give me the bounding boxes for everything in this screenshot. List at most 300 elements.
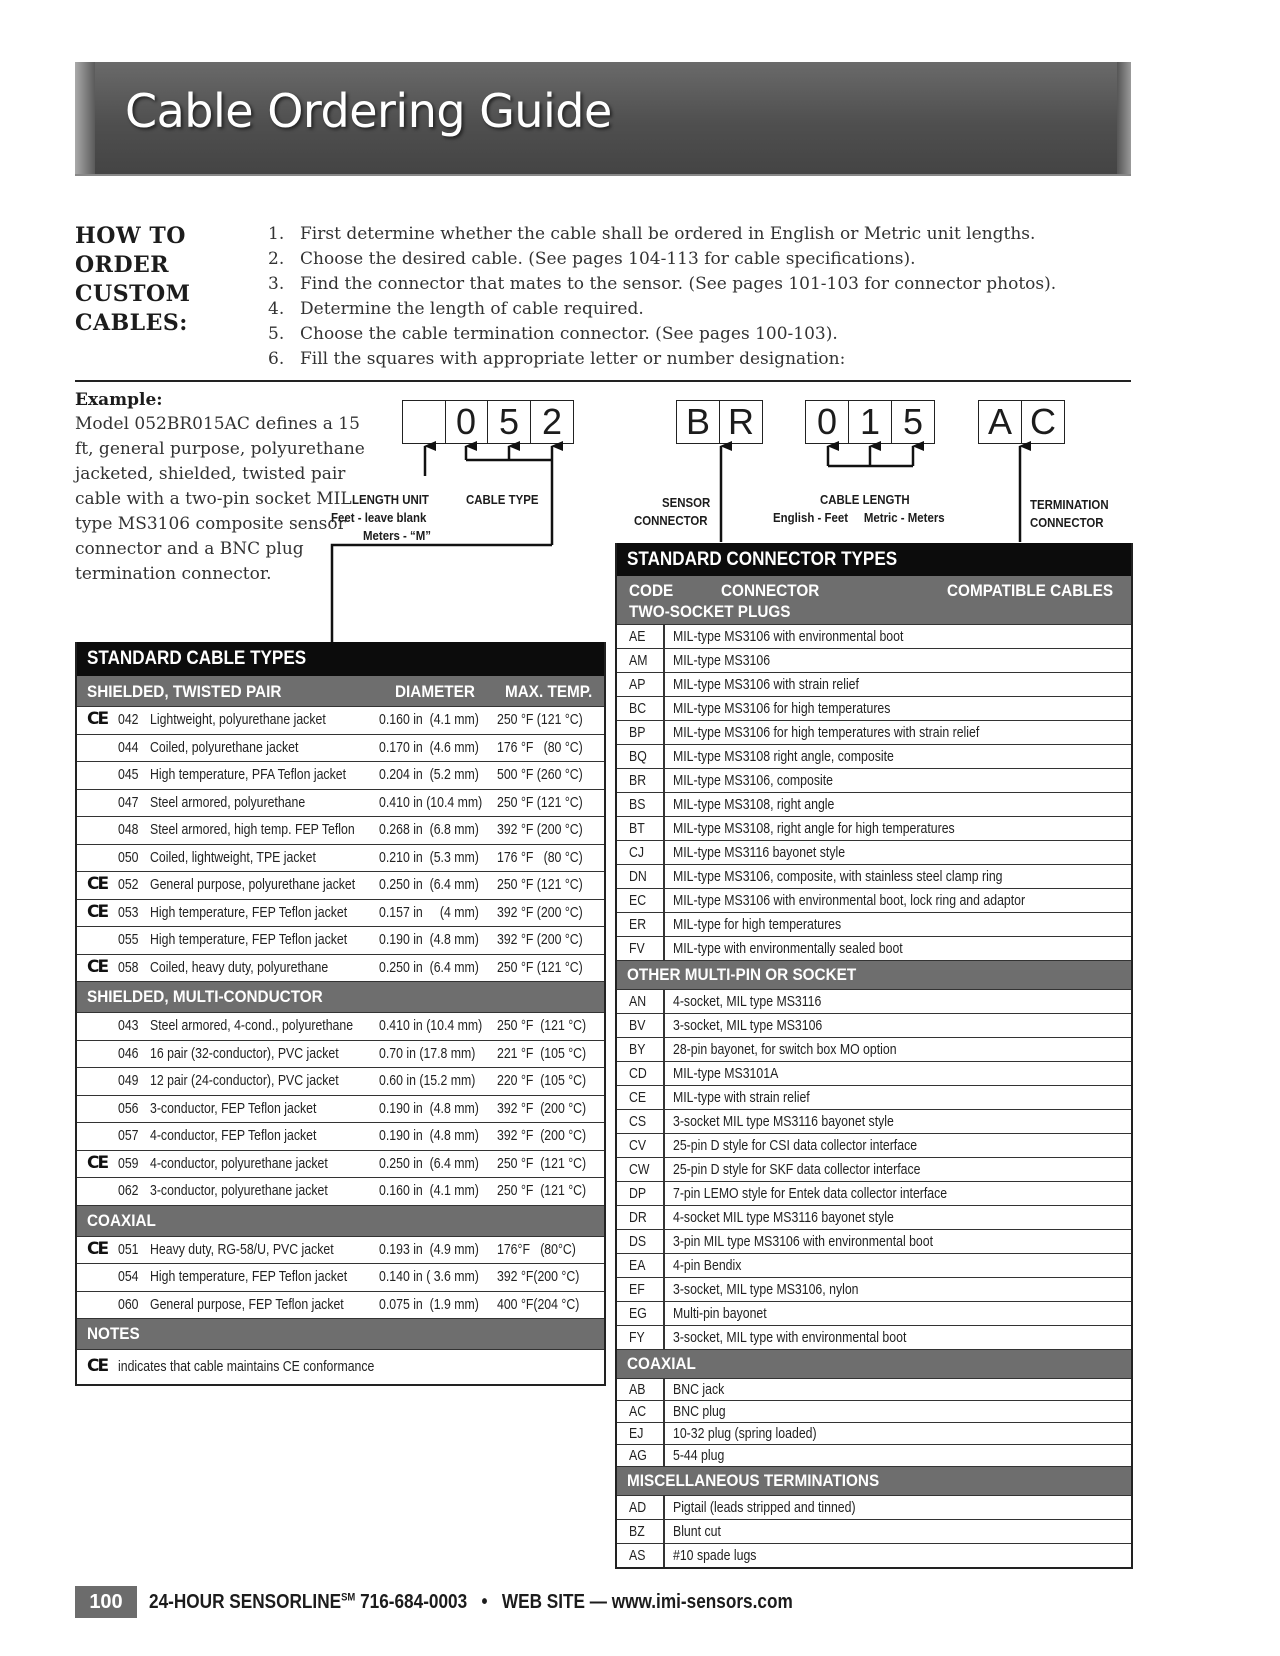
cable-max-temp: 176 °F (80 °C) bbox=[497, 738, 583, 756]
cable-max-temp: 176 °F (80 °C) bbox=[497, 848, 583, 866]
connector-code: FY bbox=[629, 1328, 645, 1346]
column-divider bbox=[663, 1038, 665, 1061]
cable-max-temp: 500 °F (260 °C) bbox=[497, 766, 583, 783]
connector-section-title bbox=[617, 1466, 1131, 1495]
cable-code: 057 bbox=[118, 1127, 139, 1144]
connector-row bbox=[617, 1229, 1131, 1253]
column-divider bbox=[663, 625, 665, 648]
connector-code: CV bbox=[629, 1136, 647, 1154]
cable-row bbox=[77, 789, 604, 817]
cable-code: 055 bbox=[118, 931, 139, 948]
cable-description: Coiled, heavy duty, polyurethane bbox=[150, 958, 329, 976]
cable-diameter: 0.075 in (1.9 mm) bbox=[379, 1295, 479, 1313]
column-divider bbox=[663, 865, 665, 888]
column-divider bbox=[663, 889, 665, 912]
cable-max-temp: 392 °F (200 °C) bbox=[497, 903, 583, 921]
column-divider bbox=[663, 1158, 665, 1181]
header-code: CODE bbox=[629, 581, 674, 600]
cable-row bbox=[77, 1122, 604, 1150]
column-divider bbox=[663, 721, 665, 744]
cable-row bbox=[77, 1177, 604, 1205]
howto-heading-line: HOW TO bbox=[75, 223, 186, 249]
connector-code: EC bbox=[629, 891, 647, 909]
column-divider bbox=[663, 1520, 665, 1543]
connector-description: MIL-type MS3106, composite, with stainless steel clamp ring bbox=[673, 867, 1003, 885]
cable-diameter: 0.190 in (4.8 mm) bbox=[379, 1127, 479, 1144]
cable-row bbox=[77, 1067, 604, 1095]
connector-row bbox=[617, 672, 1131, 696]
connector-row bbox=[617, 816, 1131, 840]
cable-description: Coiled, lightweight, TPE jacket bbox=[150, 848, 316, 866]
column-divider bbox=[663, 1086, 665, 1109]
cable-diameter: 0.70 in (17.8 mm) bbox=[379, 1044, 476, 1062]
note-text: indicates that cable maintains CE conformance bbox=[118, 1358, 375, 1375]
standard-cable-types-table bbox=[75, 642, 606, 1386]
cable-code: 044 bbox=[118, 738, 139, 756]
cable-diameter: 0.204 in (5.2 mm) bbox=[379, 766, 479, 783]
cable-max-temp: 221 °F (105 °C) bbox=[497, 1044, 587, 1062]
connector-row bbox=[617, 1205, 1131, 1229]
step-text: Choose the cable termination connector. (See pages 100-103). bbox=[300, 324, 838, 344]
column-divider bbox=[663, 990, 665, 1013]
footer-sm-mark: SM bbox=[341, 1591, 356, 1604]
connector-description: MIL-type MS3106 for high temperatures with strain relief bbox=[673, 723, 980, 741]
step-text: First determine whether the cable shall be ordered in English or Metric unit lengths. bbox=[300, 224, 1036, 244]
cable-diameter: 0.160 in (4.1 mm) bbox=[379, 1182, 479, 1199]
connector-row bbox=[617, 744, 1131, 768]
howto-heading-line: ORDER bbox=[75, 252, 170, 278]
connector-description: MIL-type MS3116 bayonet style bbox=[673, 843, 846, 861]
cable-row bbox=[77, 706, 604, 734]
column-divider bbox=[663, 745, 665, 768]
connector-code: CS bbox=[629, 1112, 647, 1130]
cable-type-digit: 2 bbox=[530, 401, 573, 443]
termination-digit: C bbox=[1021, 401, 1064, 443]
ce-mark-icon: CE bbox=[87, 1356, 108, 1376]
page-title: Cable Ordering Guide bbox=[125, 84, 612, 138]
connector-row bbox=[617, 1157, 1131, 1181]
cable-code: 048 bbox=[118, 821, 139, 838]
section-two-socket-plugs: TWO-SOCKET PLUGS bbox=[629, 602, 791, 621]
connector-row bbox=[617, 720, 1131, 744]
cable-row bbox=[77, 1291, 604, 1319]
cable-diameter: 0.410 in (10.4 mm) bbox=[379, 793, 483, 811]
connector-row bbox=[617, 864, 1131, 888]
cable-table-title-text: STANDARD CABLE TYPES bbox=[87, 648, 307, 669]
sensor-connector-digit: R bbox=[719, 401, 762, 443]
connector-description: MIL-type MS3106 with strain relief bbox=[673, 675, 859, 693]
connector-code: BC bbox=[629, 699, 647, 717]
cable-row bbox=[77, 1012, 604, 1040]
connector-description: MIL-type MS3106 for high temperatures bbox=[673, 699, 891, 717]
cable-code: 052 bbox=[118, 876, 139, 893]
cable-row bbox=[77, 1236, 604, 1264]
cable-description: Coiled, polyurethane jacket bbox=[150, 738, 299, 756]
cable-code: 062 bbox=[118, 1182, 139, 1199]
connector-code: BY bbox=[629, 1040, 646, 1058]
connector-description: 25-pin D style for CSI data collector interface bbox=[673, 1136, 918, 1154]
cable-length-digit: 0 bbox=[816, 401, 838, 442]
header-diameter: DIAMETER bbox=[395, 682, 475, 701]
cable-code: 046 bbox=[118, 1044, 139, 1062]
step-number: 3. bbox=[268, 274, 285, 294]
cable-max-temp: 392 °F (200 °C) bbox=[497, 1099, 587, 1117]
cable-code: 054 bbox=[118, 1268, 139, 1285]
cable-description: Steel armored, 4-cond., polyurethane bbox=[150, 1017, 354, 1034]
connector-row bbox=[617, 1422, 1131, 1444]
standard-connector-types-table bbox=[615, 543, 1133, 1569]
cable-code: 058 bbox=[118, 958, 139, 976]
note-row bbox=[77, 1349, 604, 1384]
cable-code: 059 bbox=[118, 1154, 139, 1172]
cable-code: 045 bbox=[118, 766, 139, 783]
cable-max-temp: 250 °F (121 °C) bbox=[497, 711, 583, 728]
connector-row bbox=[617, 1378, 1131, 1400]
cable-description: High temperature, PFA Teflon jacket bbox=[150, 766, 347, 783]
cable-code: 047 bbox=[118, 793, 139, 811]
cable-diameter: 0.410 in (10.4 mm) bbox=[379, 1017, 483, 1034]
cable-row bbox=[77, 871, 604, 899]
connector-row bbox=[617, 1037, 1131, 1061]
column-divider bbox=[663, 1496, 665, 1519]
connector-row bbox=[617, 1085, 1131, 1109]
connector-row bbox=[617, 1253, 1131, 1277]
column-divider bbox=[663, 793, 665, 816]
header-max-temp: MAX. TEMP. bbox=[505, 682, 593, 701]
column-divider bbox=[663, 1423, 665, 1444]
header-compatible-cables: COMPATIBLE CABLES bbox=[947, 581, 1114, 600]
cable-description: 4-conductor, polyurethane jacket bbox=[150, 1154, 328, 1172]
connector-description: 7-pin LEMO style for Entek data collector interface bbox=[673, 1184, 948, 1202]
connector-description: #10 spade lugs bbox=[673, 1546, 757, 1564]
connector-code: EG bbox=[629, 1304, 647, 1322]
connector-code: FV bbox=[629, 939, 645, 957]
footer-contact bbox=[149, 1591, 793, 1614]
connector-description: 5-44 plug bbox=[673, 1446, 725, 1464]
connector-table-title-text: STANDARD CONNECTOR TYPES bbox=[627, 549, 898, 570]
example-text: Model 052BR015AC defines a 15 ft, general purpose, polyurethane jacketed, shielded, twisted pair cable with a two-pin socket MIL type MS3106 composite sensor connector and a BNC plug termination connector. bbox=[75, 414, 365, 584]
connector-row bbox=[617, 1543, 1131, 1567]
cable-row bbox=[77, 1150, 604, 1178]
column-divider bbox=[663, 1445, 665, 1466]
connector-code: AB bbox=[629, 1380, 646, 1398]
column-divider bbox=[663, 697, 665, 720]
step-text: Find the connector that mates to the sensor. (See pages 101-103 for connector photos). bbox=[300, 274, 1057, 294]
termination-digit: A bbox=[987, 401, 1012, 442]
connector-description: 3-socket, MIL type MS3106 bbox=[673, 1016, 823, 1034]
connector-code: BQ bbox=[629, 747, 647, 765]
connector-code: DN bbox=[629, 867, 647, 885]
cable-code: 051 bbox=[118, 1240, 139, 1258]
cable-code: 050 bbox=[118, 848, 139, 866]
column-divider bbox=[663, 937, 665, 960]
cable-description: 16 pair (32-conductor), PVC jacket bbox=[150, 1044, 339, 1062]
cable-description: General purpose, polyurethane jacket bbox=[150, 876, 356, 893]
cable-description: Heavy duty, RG-58/U, PVC jacket bbox=[150, 1240, 334, 1258]
connector-row bbox=[617, 792, 1131, 816]
column-divider bbox=[663, 1014, 665, 1037]
cable-row bbox=[77, 844, 604, 872]
section-coaxial-cables-text: COAXIAL bbox=[87, 1210, 156, 1230]
connector-row bbox=[617, 1061, 1131, 1085]
cable-description: General purpose, FEP Teflon jacket bbox=[150, 1295, 344, 1313]
connector-code: EA bbox=[629, 1256, 646, 1274]
connector-row bbox=[617, 1133, 1131, 1157]
connector-row bbox=[617, 989, 1131, 1013]
connector-row bbox=[617, 1444, 1131, 1466]
connector-code: AN bbox=[629, 992, 647, 1010]
connector-row bbox=[617, 1519, 1131, 1543]
cable-diameter: 0.190 in (4.8 mm) bbox=[379, 1099, 479, 1117]
cable-row bbox=[77, 926, 604, 954]
cable-length-units-label: English - Feet Metric - Meters bbox=[773, 510, 945, 525]
connector-description: 4-socket MIL type MS3116 bayonet style bbox=[673, 1208, 894, 1226]
cable-code: 053 bbox=[118, 903, 139, 921]
connector-row bbox=[617, 1109, 1131, 1133]
cable-description: High temperature, FEP Teflon jacket bbox=[150, 931, 348, 948]
connector-row bbox=[617, 888, 1131, 912]
ce-mark-icon: CE bbox=[87, 956, 108, 977]
termination-label-2: CONNECTOR bbox=[1030, 515, 1104, 530]
cable-description: 3-conductor, polyurethane jacket bbox=[150, 1182, 328, 1199]
cable-diameter: 0.140 in ( 3.6 mm) bbox=[379, 1268, 479, 1285]
howto-heading-line: CUSTOM bbox=[75, 281, 191, 307]
connector-row bbox=[617, 696, 1131, 720]
length-unit-meters-label: Meters - “M” bbox=[363, 528, 432, 543]
column-divider bbox=[663, 1062, 665, 1085]
page-number: 100 bbox=[75, 1586, 137, 1618]
column-divider bbox=[663, 913, 665, 936]
connector-row bbox=[617, 1181, 1131, 1205]
connector-code: ER bbox=[629, 915, 647, 933]
cable-description: Lightweight, polyurethane jacket bbox=[150, 711, 326, 728]
connector-code: DR bbox=[629, 1208, 647, 1226]
cable-max-temp: 250 °F (121 °C) bbox=[497, 958, 583, 976]
connector-description: 4-socket, MIL type MS3116 bbox=[673, 992, 822, 1010]
cable-diameter: 0.268 in (6.8 mm) bbox=[379, 821, 479, 838]
cable-max-temp: 392 °F (200 °C) bbox=[497, 931, 583, 948]
ce-mark-icon: CE bbox=[87, 709, 108, 729]
connector-code: CD bbox=[629, 1064, 647, 1082]
cable-max-temp: 392 °F (200 °C) bbox=[497, 821, 583, 838]
cable-max-temp: 176°F (80°C) bbox=[497, 1240, 576, 1258]
sensor-label: SENSOR bbox=[662, 495, 711, 510]
column-divider bbox=[663, 1110, 665, 1133]
connector-section-title-text: COAXIAL bbox=[627, 1354, 696, 1373]
footer-sensorline: 24-HOUR SENSORLINE bbox=[149, 1591, 342, 1613]
connector-code: BV bbox=[629, 1016, 646, 1034]
connector-row bbox=[617, 1495, 1131, 1519]
length-unit-label: LENGTH UNIT bbox=[352, 492, 429, 507]
connector-code: DP bbox=[629, 1184, 647, 1202]
connector-description: Multi-pin bayonet bbox=[673, 1304, 767, 1322]
ce-mark-icon: CE bbox=[87, 901, 108, 922]
connector-section-title bbox=[617, 1349, 1131, 1378]
cable-description: Steel armored, polyurethane bbox=[150, 793, 306, 811]
connector-description: MIL-type MS3108, right angle bbox=[673, 795, 835, 813]
header-connector: CONNECTOR bbox=[721, 581, 820, 600]
cable-max-temp: 392 °F (200 °C) bbox=[497, 1127, 587, 1144]
cable-row bbox=[77, 1095, 604, 1123]
connector-row bbox=[617, 1277, 1131, 1301]
howto-heading-line: CABLES: bbox=[75, 310, 188, 336]
connector-description: MIL-type MS3108 right angle, composite bbox=[673, 747, 894, 765]
cable-row bbox=[77, 954, 604, 982]
example-label: Example: bbox=[75, 390, 163, 410]
cable-length-label: CABLE LENGTH bbox=[820, 492, 910, 507]
cable-max-temp: 392 °F(200 °C) bbox=[497, 1268, 580, 1285]
connector-code: AG bbox=[629, 1446, 647, 1464]
connector-section-title-text: MISCELLANEOUS TERMINATIONS bbox=[627, 1471, 880, 1490]
cable-row bbox=[77, 899, 604, 927]
connector-code: AS bbox=[629, 1546, 646, 1564]
cable-diameter: 0.250 in (6.4 mm) bbox=[379, 1154, 479, 1172]
connector-row bbox=[617, 648, 1131, 672]
connector-description: MIL-type with environmentally sealed boot bbox=[673, 939, 903, 957]
cable-row bbox=[77, 816, 604, 844]
connector-description: MIL-type MS3101A bbox=[673, 1064, 779, 1082]
connector-description: MIL-type MS3108, right angle for high temperatures bbox=[673, 819, 955, 837]
column-divider bbox=[663, 1206, 665, 1229]
connector-section-title bbox=[617, 960, 1131, 989]
connector-code: AE bbox=[629, 627, 646, 645]
ce-mark-icon: CE bbox=[87, 1152, 108, 1173]
cable-row bbox=[77, 734, 604, 762]
connector-description: Pigtail (leads stripped and tinned) bbox=[673, 1498, 856, 1516]
connector-row bbox=[617, 1301, 1131, 1325]
connector-code: AP bbox=[629, 675, 646, 693]
sensor-connector-digit: B bbox=[685, 401, 710, 442]
column-divider bbox=[663, 1134, 665, 1157]
column-divider bbox=[663, 1230, 665, 1253]
connector-table-title bbox=[617, 543, 1131, 576]
connector-row bbox=[617, 768, 1131, 792]
connector-row bbox=[617, 624, 1131, 648]
cable-type-digit: 5 bbox=[487, 401, 530, 443]
connector-description: 3-pin MIL type MS3106 with environmental boot bbox=[673, 1232, 934, 1250]
cable-code: 049 bbox=[118, 1072, 139, 1089]
cable-diameter: 0.193 in (4.9 mm) bbox=[379, 1240, 479, 1258]
column-divider bbox=[663, 673, 665, 696]
connector-table-header bbox=[617, 576, 1131, 624]
cable-diameter: 0.210 in (5.3 mm) bbox=[379, 848, 479, 866]
column-divider bbox=[663, 1302, 665, 1325]
cable-max-temp: 250 °F (121 °C) bbox=[497, 1182, 587, 1199]
connector-description: MIL-type MS3106 bbox=[673, 651, 771, 669]
connector-code: BS bbox=[629, 795, 646, 813]
connector-code: BP bbox=[629, 723, 646, 741]
connector-code: EJ bbox=[629, 1424, 644, 1442]
cable-row bbox=[77, 761, 604, 789]
step-number: 5. bbox=[268, 324, 285, 344]
connector-description: 28-pin bayonet, for switch box MO option bbox=[673, 1040, 897, 1058]
column-divider bbox=[663, 1544, 665, 1567]
cable-description: High temperature, FEP Teflon jacket bbox=[150, 903, 348, 921]
column-divider bbox=[663, 1278, 665, 1301]
header-shielded-twisted-pair: SHIELDED, TWISTED PAIR bbox=[87, 682, 282, 701]
connector-description: MIL-type MS3106 with environmental boot bbox=[673, 627, 904, 645]
connector-section-title-text: OTHER MULTI-PIN OR SOCKET bbox=[627, 965, 857, 984]
cable-code: 042 bbox=[118, 711, 139, 728]
cable-max-temp: 250 °F (121 °C) bbox=[497, 793, 583, 811]
connector-row bbox=[617, 936, 1131, 960]
cable-diameter: 0.250 in (6.4 mm) bbox=[379, 876, 479, 893]
cable-length-digit: 5 bbox=[891, 401, 934, 443]
column-divider bbox=[663, 1182, 665, 1205]
step-number: 4. bbox=[268, 299, 285, 319]
step-text: Fill the squares with appropriate letter or number designation: bbox=[300, 349, 846, 369]
column-divider bbox=[663, 769, 665, 792]
connector-code: CE bbox=[629, 1088, 647, 1106]
step-text: Determine the length of cable required. bbox=[300, 299, 644, 319]
cable-table-header bbox=[77, 676, 604, 706]
length-unit-feet-label: Feet - leave blank bbox=[331, 510, 427, 525]
cable-code: 060 bbox=[118, 1295, 139, 1313]
cable-row bbox=[77, 1263, 604, 1291]
cable-max-temp: 250 °F (121 °C) bbox=[497, 1017, 587, 1034]
termination-label: TERMINATION bbox=[1030, 497, 1109, 512]
cable-diameter: 0.60 in (15.2 mm) bbox=[379, 1072, 476, 1089]
column-divider bbox=[663, 817, 665, 840]
step-number: 2. bbox=[268, 249, 285, 269]
connector-code: EF bbox=[629, 1280, 645, 1298]
connector-code: CW bbox=[629, 1160, 650, 1178]
cable-description: 3-conductor, FEP Teflon jacket bbox=[150, 1099, 317, 1117]
connector-description: 3-socket, MIL type with environmental boot bbox=[673, 1328, 907, 1346]
ce-mark-icon: CE bbox=[87, 1238, 108, 1259]
cable-table-title bbox=[77, 642, 604, 676]
section-coaxial-cables bbox=[77, 1205, 604, 1236]
cable-max-temp: 220 °F (105 °C) bbox=[497, 1072, 587, 1089]
column-divider bbox=[663, 1254, 665, 1277]
section-multi-conductor-text: SHIELDED, MULTI-CONDUCTOR bbox=[87, 987, 323, 1006]
column-divider bbox=[663, 1401, 665, 1422]
cable-row bbox=[77, 1040, 604, 1068]
connector-code: BZ bbox=[629, 1522, 645, 1540]
column-divider bbox=[663, 649, 665, 672]
sensor-label-2: CONNECTOR bbox=[634, 513, 708, 528]
step-text: Choose the desired cable. (See pages 104-113 for cable specifications). bbox=[300, 249, 916, 269]
cable-max-temp: 250 °F (121 °C) bbox=[497, 876, 583, 893]
section-notes-text: NOTES bbox=[87, 1324, 140, 1343]
connector-description: 3-socket MIL type MS3116 bayonet style bbox=[673, 1112, 894, 1130]
connector-row bbox=[617, 1400, 1131, 1422]
step-number: 1. bbox=[268, 224, 285, 244]
cable-type-digit: 0 bbox=[455, 401, 477, 442]
footer-phone-web: 716-684-0003 • WEB SITE — www.imi-sensors.com bbox=[355, 1591, 793, 1613]
connector-description: BNC plug bbox=[673, 1402, 726, 1420]
connector-description: 25-pin D style for SKF data collector interface bbox=[673, 1160, 921, 1178]
connector-code: BT bbox=[629, 819, 645, 837]
connector-code: AM bbox=[629, 651, 648, 669]
section-notes bbox=[77, 1318, 604, 1349]
connector-description: 3-socket, MIL type MS3106, nylon bbox=[673, 1280, 859, 1298]
column-divider bbox=[663, 841, 665, 864]
cable-diameter: 0.190 in (4.8 mm) bbox=[379, 931, 479, 948]
step-number: 6. bbox=[268, 349, 285, 369]
connector-row bbox=[617, 1013, 1131, 1037]
connector-description: MIL-type MS3106, composite bbox=[673, 771, 833, 789]
connector-row bbox=[617, 840, 1131, 864]
connector-code: BR bbox=[629, 771, 647, 789]
cable-description: High temperature, FEP Teflon jacket bbox=[150, 1268, 348, 1285]
connector-row bbox=[617, 1325, 1131, 1349]
cable-type-leader bbox=[332, 545, 552, 642]
cable-diameter: 0.250 in (6.4 mm) bbox=[379, 958, 479, 976]
connector-code: CJ bbox=[629, 843, 645, 861]
cable-description: 4-conductor, FEP Teflon jacket bbox=[150, 1127, 317, 1144]
connector-code: AC bbox=[629, 1402, 647, 1420]
